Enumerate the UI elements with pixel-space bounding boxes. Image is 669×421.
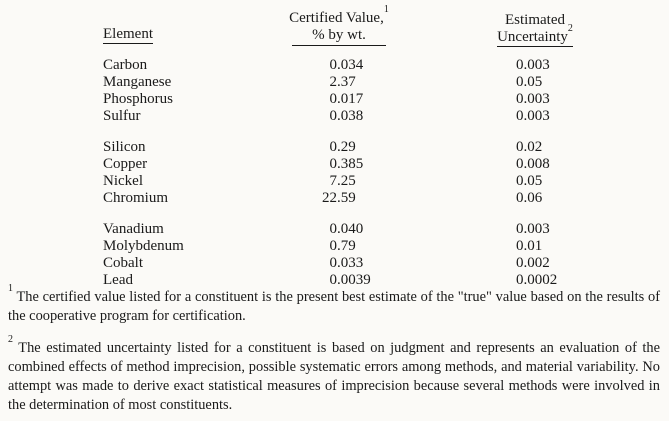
- certified-value-integer: 0: [329, 238, 337, 254]
- certified-value-fraction: .033: [337, 255, 364, 271]
- certified-value-cell: [316, 272, 516, 289]
- estimated-uncertainty-cell: 0.003: [516, 57, 550, 73]
- certified-value-integer: 0: [329, 91, 337, 107]
- element-row-group: [0, 57, 669, 125]
- estimated-uncertainty-cell: 0.003: [516, 221, 550, 237]
- table-row: [0, 255, 669, 272]
- estimated-uncertainty-cell: 0.003: [516, 91, 550, 107]
- certified-value-fraction: .25: [337, 173, 356, 189]
- estimated-uncertainty-cell: 0.02: [516, 139, 543, 155]
- certified-value-fraction: .29: [337, 139, 356, 155]
- estimated-uncertainty-cell: 0.003: [516, 108, 550, 124]
- footnotes-section: [8, 283, 660, 415]
- column-header-element-label: Element: [103, 26, 153, 42]
- column-header-estimated-uncertainty: [479, 12, 591, 46]
- element-name-cell: Molybdenum: [103, 238, 184, 254]
- element-name-cell: Carbon: [103, 57, 148, 73]
- column-header-element: [103, 26, 153, 43]
- table-row: [0, 139, 669, 156]
- element-name-cell: Nickel: [103, 173, 143, 189]
- certified-value-cell: [316, 255, 516, 272]
- column-header-certified-value: [283, 4, 395, 46]
- certified-value-integer: 0: [329, 272, 337, 288]
- certified-value-units-label: % by wt.: [292, 27, 386, 46]
- certified-value-cell: [316, 57, 516, 74]
- certified-value-cell: [316, 108, 516, 125]
- certified-value-fraction: .37: [337, 74, 356, 90]
- uncertainty-header-word: Uncertainty: [497, 29, 568, 45]
- certified-value-cell: [316, 74, 516, 91]
- table-row: [0, 156, 669, 173]
- certified-value-header-text: Certified Value,: [289, 10, 384, 26]
- certified-value-integer: 0: [329, 108, 337, 124]
- certified-value-fraction: .038: [337, 108, 364, 124]
- footnote: $^1$ The certified value listed for a constituent is the present best estimate of the "true" value based on the results of the cooperative program for certification.: [8, 283, 660, 324]
- certified-value-cell: [316, 139, 516, 156]
- estimated-uncertainty-cell: 0.002: [516, 255, 550, 271]
- certified-value-cell: [316, 238, 516, 255]
- estimated-uncertainty-cell: 0.008: [516, 156, 550, 172]
- certified-value-integer: 7: [329, 173, 337, 189]
- certified-value-integer: 22: [322, 190, 337, 206]
- table-row: [0, 91, 669, 108]
- certified-value-fraction: .017: [337, 91, 364, 107]
- certified-value-fraction: .040: [337, 221, 364, 237]
- element-name-cell: Vanadium: [103, 221, 164, 237]
- footnote-marker: 1: [8, 283, 13, 295]
- certified-value-fraction: .0039: [337, 272, 371, 288]
- uncertainty-header-line2: [479, 23, 591, 46]
- estimated-uncertainty-cell: 0.05: [516, 173, 543, 189]
- footnote: $^2$ The estimated uncertainty listed for a constituent is based on judgment and represents an evaluation of the combined effects of method imprecision, possible systematic errors among methods, and material variability. No attempt was made to derive exact statistical measures of imprecision because several methods were involved in the determination of most constituents.: [8, 334, 660, 413]
- element-name-cell: Phosphorus: [103, 91, 174, 107]
- estimated-uncertainty-cell: 0.01: [516, 238, 543, 254]
- table-row: [0, 57, 669, 74]
- element-name-cell: Silicon: [103, 139, 146, 155]
- certified-value-cell: [316, 190, 516, 207]
- table-row: [0, 238, 669, 255]
- table-row: [0, 108, 669, 125]
- certified-value-integer: 0: [329, 156, 337, 172]
- element-table-body: [0, 57, 669, 289]
- footnote-marker: 2: [8, 334, 13, 346]
- uncertainty-header-line1: Estimated: [505, 12, 565, 28]
- certified-value-cell: [316, 91, 516, 108]
- estimated-uncertainty-cell: 0.06: [516, 190, 543, 206]
- certified-value-cell: [316, 156, 516, 173]
- estimated-uncertainty-cell: 0.05: [516, 74, 543, 90]
- certified-value-integer: 0: [329, 255, 337, 271]
- certified-value-cell: [316, 221, 516, 238]
- table-row: [0, 221, 669, 238]
- element-name-cell: Manganese: [103, 74, 172, 90]
- certified-value-fraction: .034: [337, 57, 364, 73]
- table-row: [0, 74, 669, 91]
- certified-value-header-line2: [283, 27, 395, 46]
- element-name-cell: Lead: [103, 272, 133, 288]
- uncertainty-footnote-ref: 2: [567, 23, 573, 34]
- certified-value-fraction: .385: [337, 156, 364, 172]
- table-row: [0, 173, 669, 190]
- element-name-cell: Cobalt: [103, 255, 143, 271]
- uncertainty-header-text: [497, 23, 573, 47]
- estimated-uncertainty-cell: 0.0002: [516, 272, 558, 288]
- certified-value-fraction: .79: [337, 238, 356, 254]
- table-row: [0, 190, 669, 207]
- certified-value-cell: [316, 173, 516, 190]
- element-name-cell: Sulfur: [103, 108, 141, 124]
- table-row: [0, 272, 669, 289]
- certified-value-integer: 0: [329, 139, 337, 155]
- certified-value-header-line1: [283, 4, 395, 27]
- certified-value-fraction: .59: [337, 190, 356, 206]
- certified-value-integer: 0: [329, 57, 337, 73]
- element-name-cell: Copper: [103, 156, 148, 172]
- certified-value-integer: 2: [329, 74, 337, 90]
- element-row-group: [0, 139, 669, 207]
- certified-value-integer: 0: [329, 221, 337, 237]
- certified-value-footnote-ref: 1: [383, 4, 389, 15]
- element-row-group: [0, 221, 669, 289]
- element-name-cell: Chromium: [103, 190, 169, 206]
